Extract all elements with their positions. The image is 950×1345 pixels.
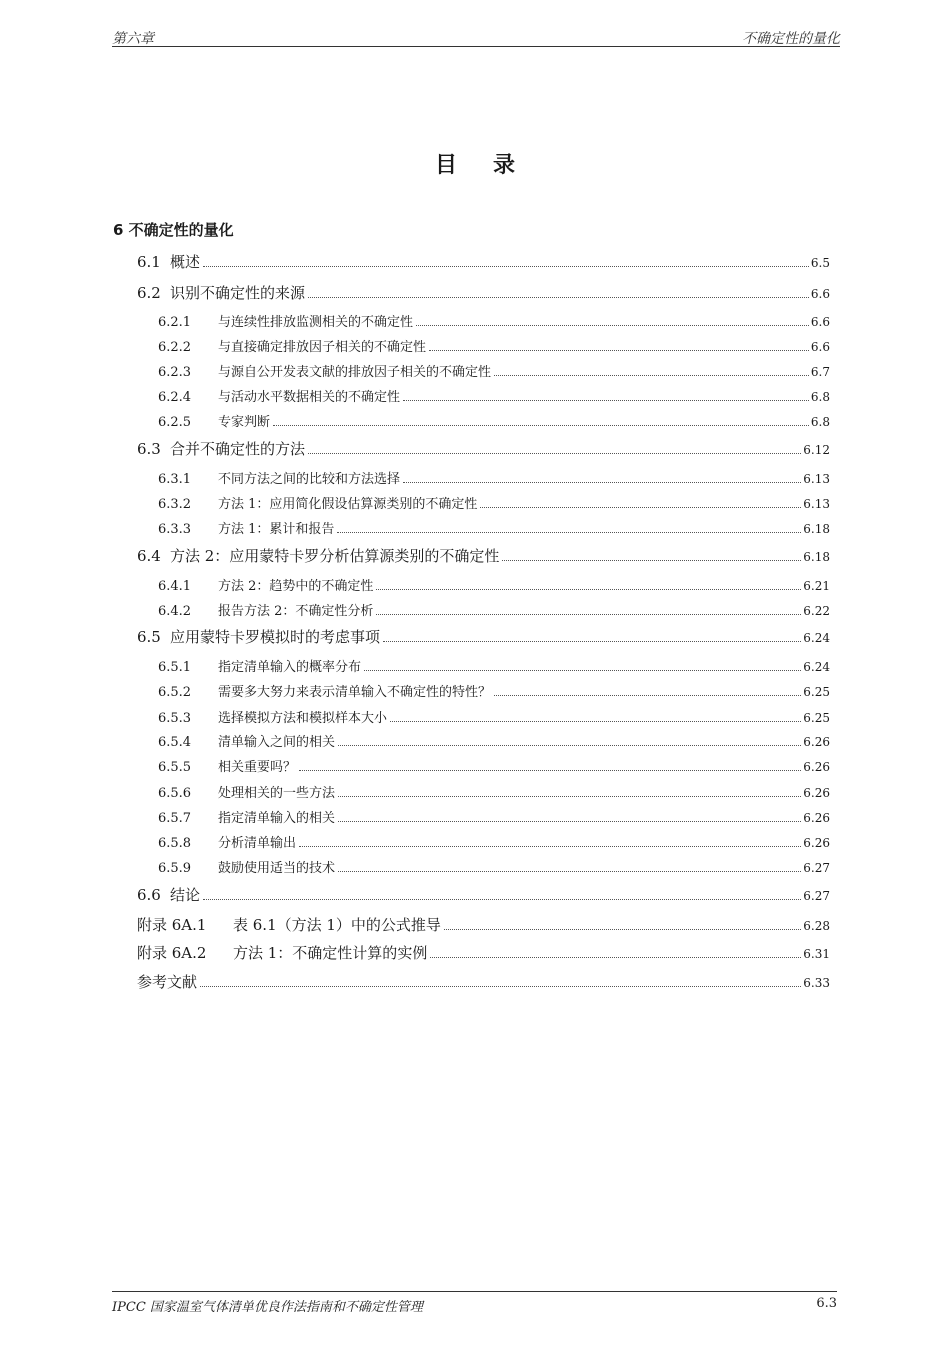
entry-page: 6.28	[803, 919, 830, 933]
entry-page: 6.31	[803, 947, 830, 961]
entry-page: 6.5	[810, 256, 830, 270]
entry-page: 6.13	[803, 497, 830, 511]
toc-entry[interactable]	[158, 493, 830, 512]
entry-page: 6.21	[803, 579, 830, 593]
header-chapter: 第六章	[112, 31, 154, 47]
entry-number: 6.5.7	[158, 811, 192, 826]
toc-entry[interactable]	[158, 782, 830, 801]
toc-entry[interactable]	[158, 518, 830, 537]
entry-page: 6.25	[803, 685, 830, 699]
entry-page: 6.26	[803, 811, 830, 825]
header-title: 不确定性的量化	[742, 31, 840, 47]
chapter-heading: 6 不确定性的量化	[113, 221, 234, 239]
leader-dots	[430, 957, 801, 958]
entry-number: 附录 6A.1	[137, 916, 207, 934]
entry-page: 6.26	[803, 786, 830, 800]
toc-entry[interactable]	[158, 386, 830, 405]
entry-text: 需要多大努力来表示清单输入不确定性的特性？	[218, 685, 492, 700]
leader-dots	[390, 721, 801, 722]
toc-entry[interactable]	[137, 914, 830, 935]
leader-dots	[383, 641, 801, 642]
leader-dots	[403, 482, 801, 483]
running-footer	[112, 1291, 837, 1315]
entry-text: 与活动水平数据相关的不确定性	[218, 390, 401, 405]
entry-page: 6.6	[810, 340, 830, 354]
leader-dots	[494, 695, 801, 696]
toc-entry[interactable]	[158, 411, 830, 430]
entry-text: 方法 1：不确定性计算的实例	[233, 944, 428, 962]
leader-dots	[337, 532, 801, 533]
toc-entry[interactable]	[137, 884, 830, 905]
toc-entry[interactable]	[158, 468, 830, 487]
entry-text: 方法 2：应用蒙特卡罗分析估算源类别的不确定性	[170, 547, 500, 565]
leader-dots	[364, 670, 801, 671]
entry-page: 6.8	[810, 390, 830, 404]
entry-text: 不同方法之间的比较和方法选择	[218, 472, 401, 487]
entry-page: 6.18	[803, 522, 830, 536]
entry-number: 6.6	[137, 886, 161, 904]
toc-entry[interactable]	[158, 857, 830, 876]
entry-page: 6.25	[803, 711, 830, 725]
leader-dots	[429, 350, 809, 351]
entry-text: 处理相关的一些方法	[218, 786, 336, 801]
toc-entry[interactable]	[158, 681, 830, 700]
entry-number: 6.2.2	[158, 340, 192, 355]
toc-entry[interactable]	[137, 438, 830, 459]
entry-page: 6.27	[803, 889, 830, 903]
leader-dots	[299, 770, 801, 771]
leader-dots	[203, 899, 801, 900]
footer-publication: IPCC 国家温室气体清单优良作法指南和不确定性管理	[112, 1300, 423, 1315]
leader-dots	[299, 846, 801, 847]
toc-title: 目录	[434, 153, 551, 178]
toc-entry[interactable]	[158, 756, 830, 775]
toc-entry[interactable]	[137, 942, 830, 963]
entry-text: 指定清单输入的概率分布	[218, 660, 362, 675]
entry-page: 6.22	[803, 604, 830, 618]
leader-dots	[444, 929, 801, 930]
entry-number: 6.2.3	[158, 365, 192, 380]
entry-number: 6.1	[137, 253, 161, 271]
leader-dots	[200, 986, 801, 987]
entry-number: 6.5.8	[158, 836, 192, 851]
entry-page: 6.7	[810, 365, 830, 379]
entry-text: 与源自公开发表文献的排放因子相关的不确定性	[218, 365, 492, 380]
entry-page: 6.12	[803, 443, 830, 457]
entry-number: 6.5.9	[158, 861, 192, 876]
toc-entry[interactable]	[158, 311, 830, 330]
page-number: 6.3	[816, 1296, 837, 1311]
entry-text: 选择模拟方法和模拟样本大小	[218, 711, 388, 726]
entry-page: 6.24	[803, 660, 830, 674]
entry-page: 6.24	[803, 631, 830, 645]
toc-entry[interactable]	[158, 656, 830, 675]
leader-dots	[273, 425, 809, 426]
leader-dots	[494, 375, 809, 376]
entry-number: 6.2.1	[158, 315, 192, 330]
leader-dots	[308, 297, 809, 298]
entry-page: 6.33	[803, 976, 830, 990]
entry-number: 6.5.1	[158, 660, 192, 675]
entry-number: 6.2.5	[158, 415, 192, 430]
toc-entry[interactable]	[158, 361, 830, 380]
entry-page: 6.8	[810, 415, 830, 429]
leader-dots	[203, 266, 809, 267]
leader-dots	[376, 589, 801, 590]
entry-page: 6.6	[810, 287, 830, 301]
entry-text: 鼓励使用适当的技术	[218, 861, 336, 876]
entry-page: 6.27	[803, 861, 830, 875]
running-header	[112, 26, 840, 47]
entry-number: 6.4	[137, 547, 161, 565]
entry-number: 附录 6A.2	[137, 944, 207, 962]
entry-number: 6.5	[137, 628, 161, 646]
toc-entry[interactable]	[137, 545, 830, 566]
leader-dots	[502, 560, 801, 561]
leader-dots	[308, 453, 801, 454]
toc-entry[interactable]	[137, 251, 830, 272]
entry-page: 6.18	[803, 550, 830, 564]
entry-page: 6.26	[803, 760, 830, 774]
entry-text: 指定清单输入的相关	[218, 811, 336, 826]
entry-text: 分析清单输出	[218, 836, 297, 851]
toc-entry[interactable]	[137, 282, 830, 303]
entry-text: 清单输入之间的相关	[218, 735, 336, 750]
toc-entry[interactable]	[158, 707, 830, 726]
entry-text: 相关重要吗？	[218, 760, 297, 775]
entry-text: 方法 1：累计和报告	[218, 522, 335, 537]
toc-entry[interactable]	[158, 731, 830, 750]
entry-text: 概述	[170, 253, 201, 271]
leader-dots	[403, 400, 809, 401]
entry-text: 报告方法 2：不确定性分析	[218, 604, 374, 619]
entry-number: 6.2.4	[158, 390, 192, 405]
entry-text: 方法 2：趋势中的不确定性	[218, 579, 374, 594]
leader-dots	[416, 325, 809, 326]
entry-number: 6.3.3	[158, 522, 192, 537]
entry-text: 方法 1：应用简化假设估算源类别的不确定性	[218, 497, 478, 512]
entry-number: 6.2	[137, 284, 161, 302]
entry-text: 与连续性排放监测相关的不确定性	[218, 315, 414, 330]
toc-entry[interactable]	[158, 575, 830, 594]
entry-number: 6.5.5	[158, 760, 192, 775]
entry-text: 应用蒙特卡罗模拟时的考虑事项	[170, 628, 381, 646]
toc-entry[interactable]	[158, 600, 830, 619]
entry-text: 表 6.1（方法 1）中的公式推导	[233, 916, 441, 934]
leader-dots	[480, 507, 801, 508]
toc-entry[interactable]	[158, 336, 830, 355]
entry-number: 6.5.4	[158, 735, 192, 750]
leader-dots	[338, 871, 801, 872]
entry-page: 6.6	[810, 315, 830, 329]
entry-page: 6.26	[803, 836, 830, 850]
leader-dots	[338, 745, 801, 746]
toc-entry[interactable]	[137, 626, 830, 647]
entry-number: 6.4.2	[158, 604, 192, 619]
entry-text: 专家判断	[218, 415, 271, 430]
entry-text: 识别不确定性的来源	[170, 284, 306, 302]
leader-dots	[338, 796, 801, 797]
entry-text: 结论	[170, 886, 201, 904]
toc-entry[interactable]	[137, 971, 830, 992]
leader-dots	[338, 821, 801, 822]
entry-number: 6.3	[137, 440, 161, 458]
toc-entry[interactable]	[158, 832, 830, 851]
entry-text: 参考文献	[137, 973, 198, 991]
entry-number: 6.5.6	[158, 786, 192, 801]
entry-number: 6.3.2	[158, 497, 192, 512]
entry-number: 6.4.1	[158, 579, 192, 594]
leader-dots	[376, 614, 801, 615]
toc-entry[interactable]	[158, 807, 830, 826]
entry-text: 合并不确定性的方法	[170, 440, 306, 458]
entry-number: 6.5.2	[158, 685, 192, 700]
entry-number: 6.3.1	[158, 472, 192, 487]
entry-number: 6.5.3	[158, 711, 192, 726]
entry-page: 6.13	[803, 472, 830, 486]
entry-text: 与直接确定排放因子相关的不确定性	[218, 340, 427, 355]
entry-page: 6.26	[803, 735, 830, 749]
